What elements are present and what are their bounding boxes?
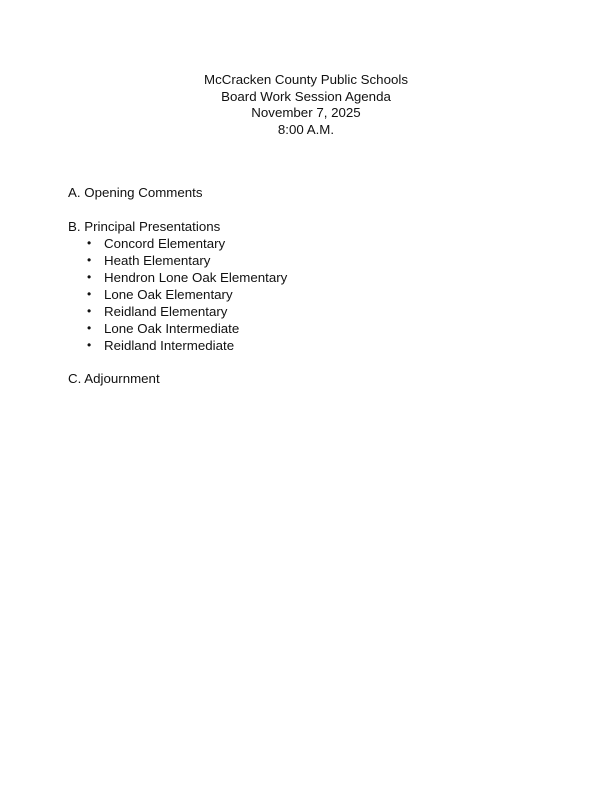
- list-item: [68, 320, 287, 337]
- agenda-item-principal-presentations: B. Principal Presentations: [68, 218, 221, 234]
- school-name: Lone Oak Intermediate: [104, 320, 240, 336]
- school-name: Reidland Elementary: [104, 303, 228, 319]
- agenda-item-opening-comments: A. Opening Comments: [68, 185, 203, 200]
- bullet-icon: •: [87, 320, 92, 335]
- list-item: [68, 286, 287, 303]
- bullet-icon: •: [87, 235, 92, 250]
- school-name: Hendron Lone Oak Elementary: [104, 269, 288, 285]
- meeting-time: 8:00 A.M.: [277, 121, 335, 137]
- school-name: Concord Elementary: [104, 235, 226, 251]
- document-title: Board Work Session Agenda: [221, 88, 391, 104]
- bullet-icon: •: [87, 303, 92, 318]
- organization-name: McCracken County Public Schools: [204, 72, 408, 87]
- bullet-icon: •: [87, 252, 92, 267]
- agenda-item-adjournment: C. Adjournment: [68, 371, 160, 386]
- bullet-icon: •: [87, 269, 92, 284]
- document-header: [0, 72, 612, 138]
- agenda-list: [68, 184, 287, 387]
- list-item: [68, 252, 287, 269]
- bullet-icon: •: [87, 337, 92, 352]
- meeting-date: November 7, 2025: [251, 105, 361, 120]
- list-item: [68, 337, 287, 354]
- list-item: [68, 303, 287, 320]
- bullet-icon: •: [87, 286, 92, 301]
- list-item: [68, 269, 287, 286]
- presentations-list: [68, 235, 287, 354]
- school-name: Heath Elementary: [104, 252, 211, 268]
- list-item: [68, 235, 287, 252]
- school-name: Reidland Intermediate: [104, 337, 235, 353]
- school-name: Lone Oak Elementary: [104, 286, 233, 302]
